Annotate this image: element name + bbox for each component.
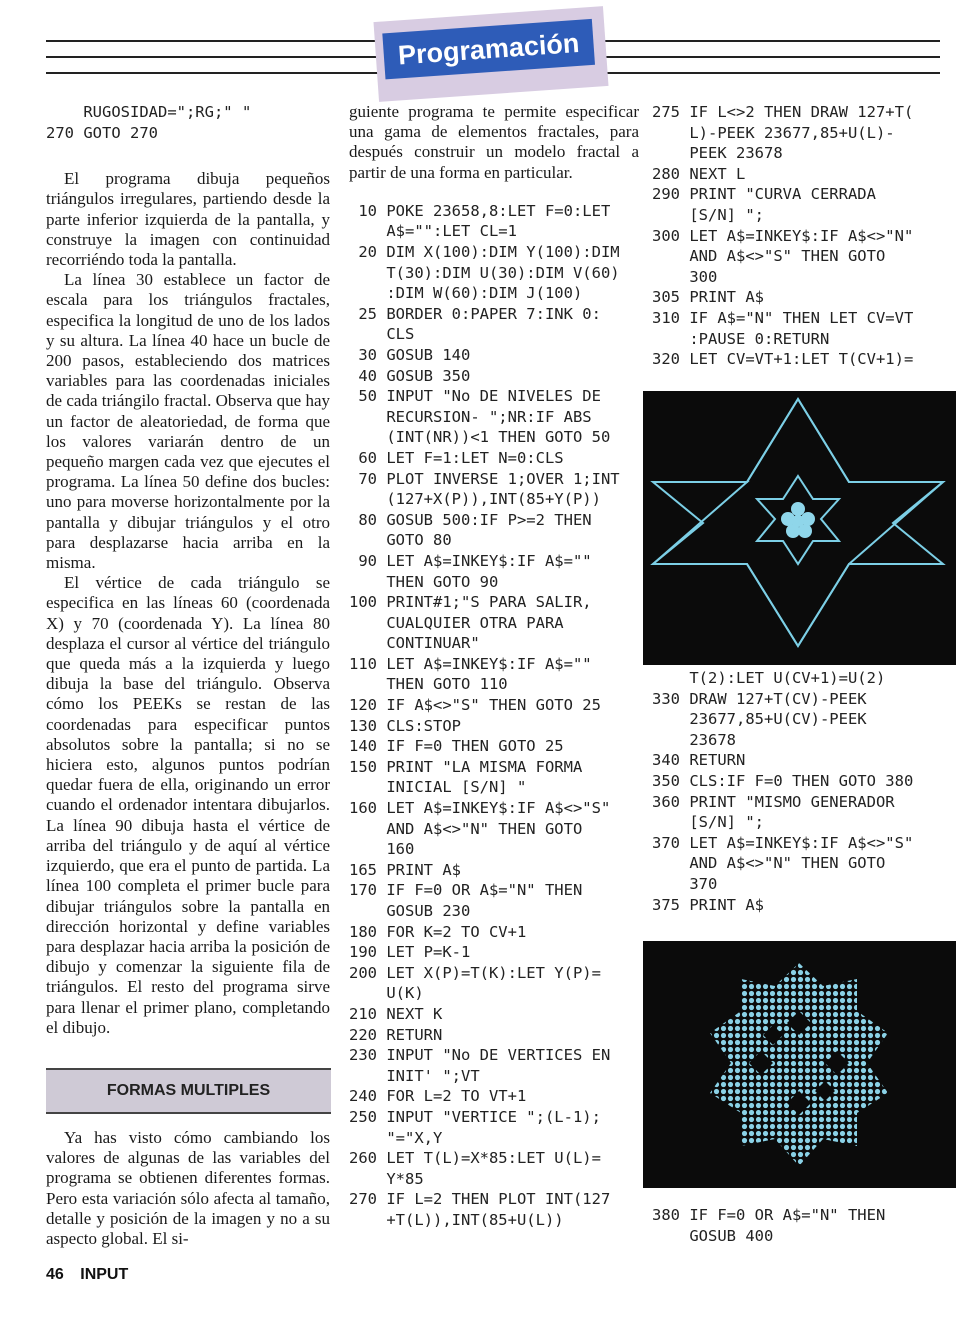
- code-listing-main: 10 POKE 23658,8:LET F=0:LET A$="":LET CL=1 20 DIM X(100):DIM Y(100):DIM T(30):DIM U(30):DIM V(60) :DIM W(60):DIM J(100) 25 BORDER 0:PAPER 7:INK 0: CLS 30 GOSUB 140 40 GOSUB 350 50 INPUT "No DE NIVELES DE RECURSION- ";NR:IF ABS (INT(NR))<1 THEN GOTO 50 60 LET F=1:LET N=0:CLS 70 PLOT INVERSE 1;OVER 1;INT (127+X(P)),INT(85+Y(P)) 80 GOSUB 500:IF P>=2 THEN GOTO 80 90 LET A$=INKEY$:IF A$="" THEN GOTO 90 100 PRINT#1;"S PARA SALIR, CUALQUIER OTRA PARA CONTINUAR" 110 LET A$=INKEY$:IF A$="" THEN GOTO 110 120 IF A$<>"S" THEN GOTO 25 130 CLS:STOP 140 IF F=0 THEN GOTO 25 150 PRINT "LA MISMA FORMA INICIAL [S/N] " 160 LET A$=INKEY$:IF A$<>"S" AND A$<>"N" THEN GOTO 160 165 PRINT A$ 170 IF F=0 OR A$="N" THEN GOSUB 230 180 FOR K=2 TO CV+1 190 LET P=K-1 200 LET X(P)=T(K):LET Y(P)= U(K) 210 NEXT K 220 RETURN 230 INPUT "No DE VERTICES EN INIT' ";VT 240 FOR L=2 TO VT+1 250 INPUT "VERTICE ";(L-1); "="X,Y 260 LET T(L)=X*85:LET U(L)= Y*85 270 IF L=2 THEN PLOT INT(127 +T(L)),INT(85+U(L)): [349, 201, 620, 1229]
- section-badge-label: Programación: [382, 19, 595, 80]
- section-badge: [373, 6, 608, 102]
- body-paragraph-3: El vértice de cada triángulo se especifica en las líneas 60 (coordenada X) y 70 (coordenada Y). La línea 80 desplaza el cursor al vértice del triángulo que queda más a la izquierda y luego dibuja la base del triángulo. Observa cómo los PEEKs se restan de las coordenadas para especificar puntos absolutos sobre la pantalla; si no se hiciera esto, algunos puntos podrían quedar fuera de ella, originando un error cuando el ordenador intentara dibujarlos. La línea 90 dibuja hasta el vértice de arriba del triángulo y de aquí al vértice izquierdo, que era el punto de partida. La línea 100 completa el primer bucle para dibujar triángulos sobre la pantalla en dirección horizontal y define variables para desplazar hacia arriba la posición de dibujo y comenzar la siguiente fila de triángulos. El resto del programa sirve para llenar el primer plano, completando el dibujo.: [46, 573, 330, 1037]
- star-fractal-image: [643, 391, 956, 665]
- body-paragraph-1: El programa dibuja pequeños triángulos irregulares, partiendo desde la parte inferior izquierda de la pantalla, y construye la imagen con continuidad recorriéndo toda la pantalla.: [46, 169, 330, 269]
- body-paragraph-2: La línea 30 establece un factor de escala para los triángulos fractales, especifica la longitud de uno de los lados y su altura. La línea 40 hace un bucle de 200 pasos, estableciendo dos matrices variables para las coordenadas iniciales de cada triángilo fractal. Observa que hay un factor de aleatoriedad, de forma que los valores variarán dentro de un pequeño margen cada vez que ejecutes el programa. La línea 50 define dos bucles: uno para moverse horizontalmente por la pantalla y dibujar triángulos y el otro para desplazarse hacia arriba en la misma.: [46, 270, 330, 573]
- column-right: [652, 102, 952, 370]
- code-listing-right-a: 275 IF L<>2 THEN DRAW 127+T( L)-PEEK 23677,85+U(L)- PEEK 23678 280 NEXT L 290 PRINT "CURVA CERRADA [S/N] "; 300 LET A$=INKEY$:IF A$<>"N" AND A$<>"S" THEN GOTO 300 305 PRINT A$ 310 IF A$="N" THEN LET CV=VT :PAUSE 0:RETURN 320 LET CV=VT+1:LET T(CV+1)=: [652, 103, 914, 369]
- column-left: [46, 102, 330, 1038]
- column-left-bottom: [46, 1128, 330, 1249]
- intro-paragraph: guiente programa te permite especificar una gama de elementos fractales, para después construir un modelo fractal a partir de una forma en particular.: [349, 102, 639, 182]
- column-middle: [349, 102, 639, 1231]
- page-footer: [46, 1266, 128, 1284]
- section-heading: FORMAS MULTIPLES: [46, 1068, 331, 1114]
- snowflake-fractal-screenshot: [643, 941, 956, 1188]
- star-fractal-screenshot: [643, 391, 956, 665]
- column-right-bottom: [652, 1205, 952, 1246]
- code-listing-top: RUGOSIDAD=";RG;" " 270 GOTO 270: [46, 103, 252, 142]
- code-listing-right-b: T(2):LET U(CV+1)=U(2) 330 DRAW 127+T(CV)-PEEK 23677,85+U(CV)-PEEK 23678 340 RETURN 350 CLS:IF F=0 THEN GOTO 380 360 PRINT "MISMO GENERADOR [S/N] "; 370 LET A$=INKEY$:IF A$<>"S" AND A$<>"N" THEN GOTO 370 375 PRINT A$: [652, 669, 914, 914]
- magazine-name: INPUT: [80, 1266, 129, 1283]
- snowflake-fractal-image: [643, 941, 956, 1188]
- code-listing-right-c: 380 IF F=0 OR A$="N" THEN GOSUB 400: [652, 1206, 886, 1245]
- body-paragraph-4: Ya has visto cómo cambiando los valores de algunas de las variables del programa se obtienen diferentes formas. Pero esta variación sólo afecta al tamaño, detalle y posición de la imagen y no a su aspecto global. El si-: [46, 1128, 330, 1249]
- column-right-middle: [652, 668, 952, 915]
- page-number: 46: [46, 1266, 64, 1283]
